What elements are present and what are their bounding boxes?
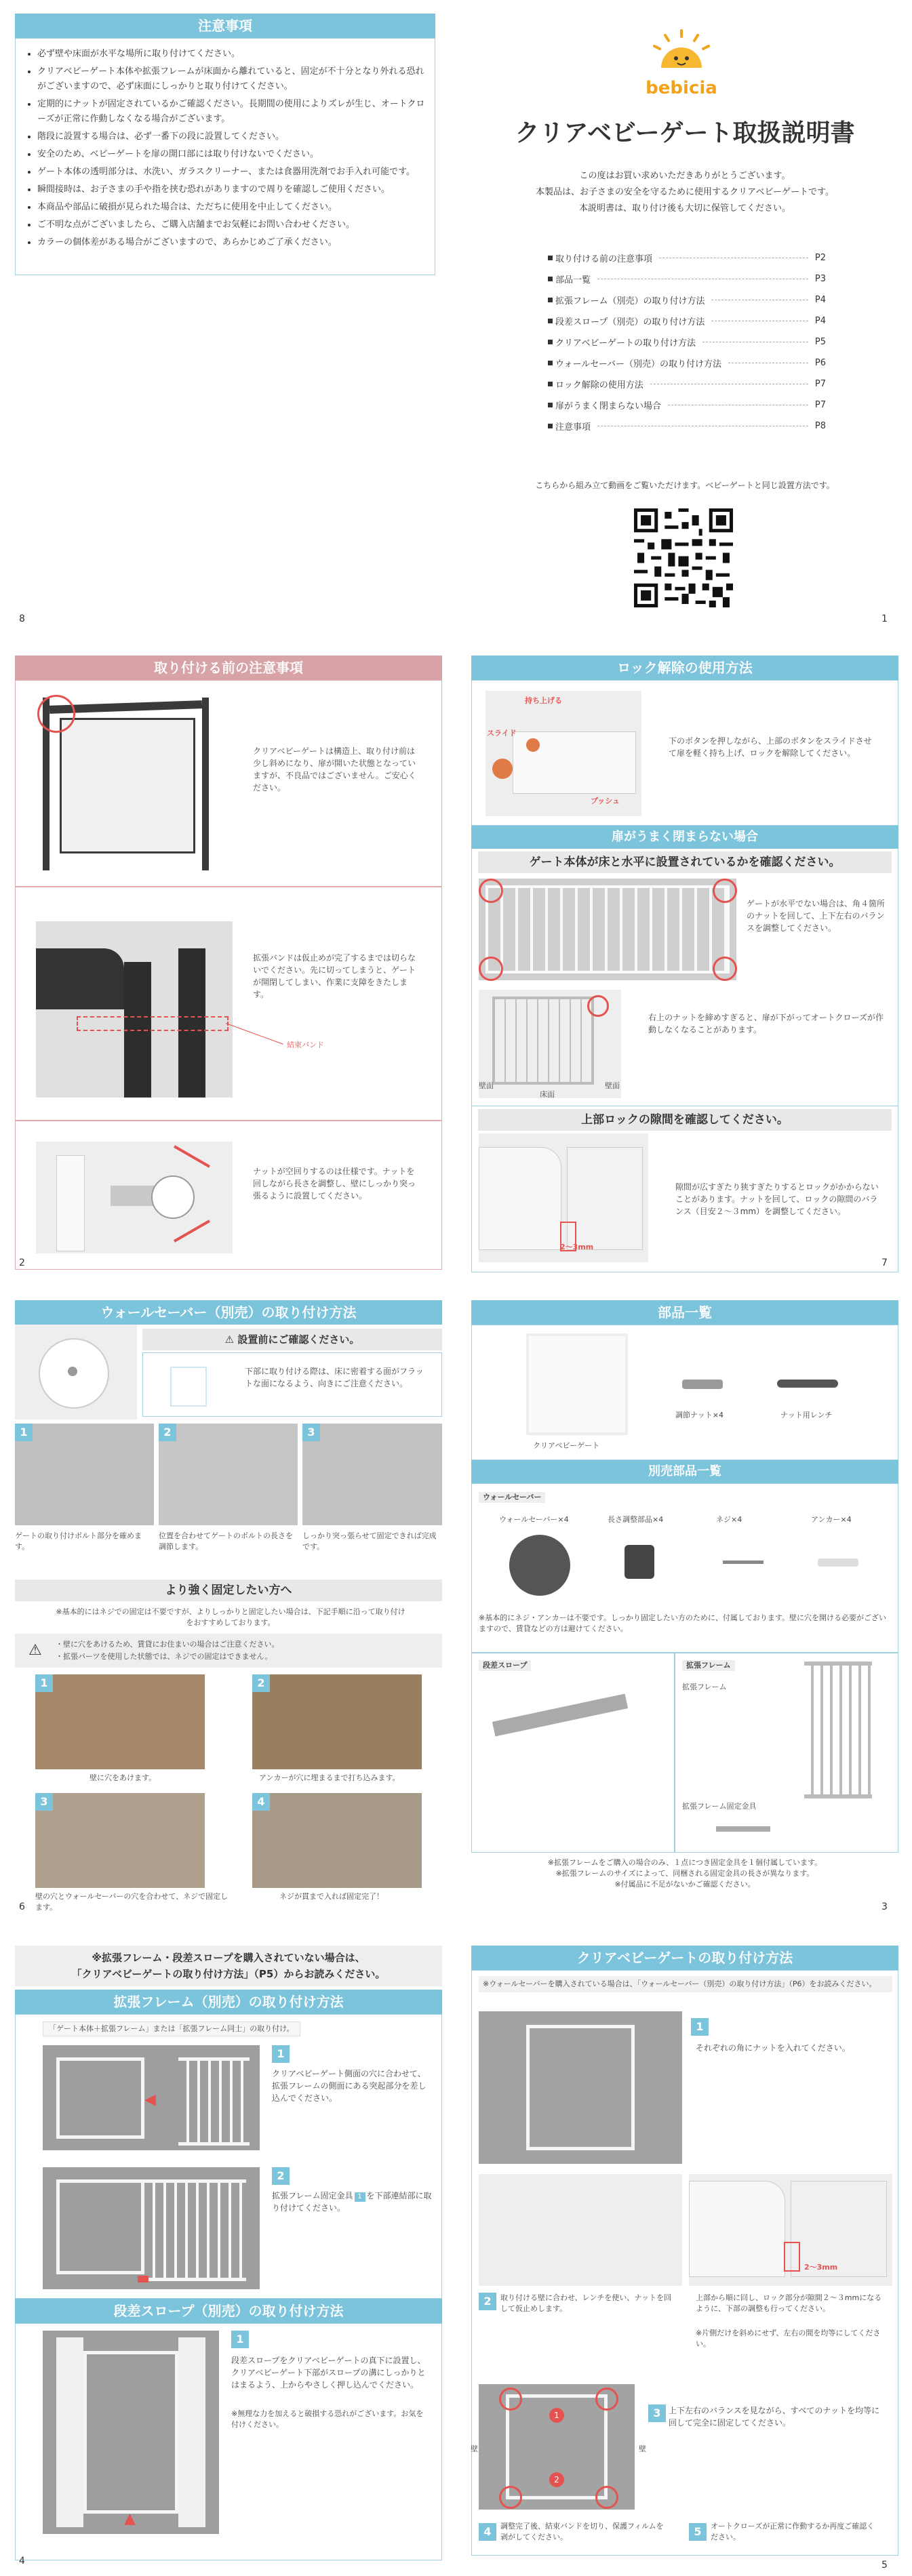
wallsaver-head: ウォールセーバー bbox=[479, 1492, 545, 1503]
ws-note: ※基本的にネジ・アンカーは不要です。しっかり固定したい方のために、付属しております。壁に穴を開ける必要がございますので、賃貸などの方は避けてください。 bbox=[479, 1613, 887, 1633]
strong-note: ※基本的にはネジでの固定は不要ですが、よりしっかりと固定したい場合は、下記手順に沿って取り付けをおすすめしております。 bbox=[56, 1607, 405, 1627]
intro-line: 本説明書は、取り付け後も大切に保管してください。 bbox=[578, 203, 791, 214]
wallsaver-photo bbox=[15, 1325, 137, 1420]
step-badge: 1 bbox=[691, 2018, 709, 2036]
wrench-icon bbox=[777, 1380, 838, 1388]
page7-title: ロック解除の使用方法 bbox=[471, 656, 898, 680]
gate-level-photo bbox=[479, 879, 736, 980]
bottom-notes bbox=[471, 1857, 898, 1890]
drill-text: ネジが貫まで入れば固定完了！ bbox=[279, 1892, 384, 1901]
page-number: 5 bbox=[881, 2560, 888, 2571]
page3-title: 部品一覧 bbox=[471, 1300, 898, 1325]
floor-label: 床面 bbox=[540, 1090, 555, 1099]
step-photo bbox=[15, 1424, 154, 1525]
check2-title: 上部ロックの隙間を確認してください。 bbox=[478, 1109, 892, 1131]
qr-code-icon[interactable] bbox=[634, 508, 733, 607]
down-arrow-icon bbox=[170, 1367, 207, 1407]
drill-photo bbox=[35, 1793, 205, 1888]
page8-title: 注意事項 bbox=[15, 14, 435, 38]
step-badge: 4 bbox=[252, 1793, 270, 1811]
note-item: • 安全のため、ベビーゲートを扉の開口部には取り付けないでください。 bbox=[37, 147, 425, 162]
slope-photo: ▲ bbox=[43, 2331, 219, 2534]
frame-parts-label: 拡張フレーム固定金具 bbox=[682, 1802, 757, 1811]
toc-item[interactable]: 拡張フレーム（別売）の取り付け方法 P4 bbox=[548, 289, 826, 310]
parts-section bbox=[471, 1325, 898, 1460]
step-badge: 3 bbox=[648, 2404, 666, 2422]
intro-line: この度はお買い求めいただきありがとうございます。 bbox=[579, 171, 791, 181]
warn-box bbox=[142, 1352, 442, 1417]
drill-photo bbox=[252, 1793, 422, 1888]
step-badge: 2 bbox=[272, 2167, 290, 2185]
page-number: 6 bbox=[19, 1901, 25, 1912]
page5-title: クリアベビーゲートの取り付け方法 bbox=[471, 1946, 898, 1970]
s3-text: 上下左右のバランスを見ながら、すべてのナットを均等に回して完全に固定してください。 bbox=[669, 2406, 880, 2428]
frame-section bbox=[15, 2014, 442, 2299]
lift-label: 持ち上げる bbox=[525, 696, 562, 705]
anchor-icon bbox=[818, 1558, 858, 1567]
frame-step1-text: クリアベビーゲート側面の穴に合わせて、拡張フレームの側面にある突起部分を差し込んでください。 bbox=[272, 2069, 427, 2103]
page-number: 1 bbox=[881, 613, 888, 624]
frame-step2-photo bbox=[43, 2167, 260, 2289]
s2-text: 取り付ける壁に合わせ、レンチを使い、ナットを回して仮止めします。 bbox=[500, 2293, 672, 2313]
slope-icon bbox=[492, 1693, 628, 1736]
sep-title: 別売部品一覧 bbox=[471, 1460, 898, 1483]
nut-label: 調節ナット×4 bbox=[675, 1411, 723, 1420]
ws-item: アンカー×4 bbox=[811, 1515, 852, 1524]
slope-head: 段差スロープ bbox=[479, 1660, 531, 1671]
brand-logo: bebicia bbox=[646, 78, 717, 98]
page8-notes-box bbox=[15, 38, 435, 275]
intro-text bbox=[475, 168, 895, 217]
step-badge: 2 bbox=[479, 2293, 496, 2310]
note-item: • 定期的にナットが固定されているかご確認ください。長期間の使用によりズレが生じ、オートクローズが正常に作動しなくなる場合がございます。 bbox=[37, 97, 425, 127]
check1-text: ゲートが水平でない場合は、角４箇所のナットを回して、上下左右のバランスを調整してください。 bbox=[747, 899, 886, 933]
step-badge: 1 bbox=[35, 1674, 53, 1692]
band-label: 結束バンド bbox=[287, 1041, 324, 1049]
toc-item[interactable]: 注意事項 P8 bbox=[548, 416, 826, 437]
frame-label: 拡張フレーム bbox=[682, 1683, 727, 1691]
s4-text: 調整完了後、結束バンドを切り、保護フィルムを剥がしてください。 bbox=[500, 2522, 664, 2541]
notes-list bbox=[25, 47, 425, 250]
bottom-note: ※拡張フレームをご購入の場合のみ、１点につき固定金具を１個付属しています。 bbox=[547, 1858, 822, 1867]
warning-icon: ⚠ bbox=[28, 1642, 42, 1659]
ws-item: ネジ×4 bbox=[716, 1515, 742, 1524]
band-photo bbox=[36, 921, 233, 1098]
slope-note: ※無理な力を加えると破損する恐れがございます。お気を付けください。 bbox=[231, 2409, 424, 2429]
adjuster-icon bbox=[624, 1545, 654, 1579]
page-number: 3 bbox=[881, 1901, 888, 1912]
step-text: 位置を合わせてゲートのボルトの長さを調節します。 bbox=[159, 1531, 293, 1551]
gap-label: 2〜3mm bbox=[560, 1243, 594, 1251]
gate-wall-photo bbox=[479, 990, 621, 1098]
toc-item[interactable]: クリアベビーゲートの取り付け方法 P5 bbox=[548, 331, 826, 353]
page-number: 8 bbox=[19, 613, 25, 624]
page-number: 4 bbox=[19, 2556, 25, 2567]
gate-illustration bbox=[43, 698, 226, 870]
frame-step1-photo: ◀ bbox=[43, 2045, 260, 2150]
s2-text-b: 上部から順に回し、ロック部分が隙間２〜３mmになるように、下部の調整も行ってください。 bbox=[696, 2293, 882, 2313]
frame-title: 拡張フレーム（別売）の取り付け方法 bbox=[15, 1990, 442, 2014]
step-badge: 3 bbox=[35, 1793, 53, 1811]
intro-line: 本製品は、お子さまの安全を守るために使用するクリアベビーゲートです。 bbox=[536, 187, 834, 197]
frame-head: 拡張フレーム bbox=[682, 1660, 735, 1671]
check2-section bbox=[471, 1106, 898, 1272]
page2-section-3 bbox=[15, 1121, 442, 1270]
pre-note-line: 「クリアベビーゲートの取り付け方法」（P5）からお読みください。 bbox=[71, 1968, 386, 1980]
page2-text-3: ナットが空回りするのは仕様です。ナットを回しながら長さを調整し、壁にしっかり突っ張るように設置してください。 bbox=[253, 1167, 416, 1201]
step-badge: 1 bbox=[15, 1424, 33, 1441]
toc-item[interactable]: 段差スロープ（別売）の取り付け方法 P4 bbox=[548, 310, 826, 331]
table-of-contents bbox=[548, 247, 826, 437]
video-note: こちらから組み立て動画をご覧いただけます。ベビーゲートと同じ設置方法です。 bbox=[535, 481, 835, 490]
warning-icon: ⚠ bbox=[224, 1333, 238, 1346]
step-badge: 2 bbox=[252, 1674, 270, 1692]
step-photo bbox=[302, 1424, 442, 1525]
wallsaver-icon bbox=[509, 1535, 570, 1596]
ws-item: 長さ調整部品×4 bbox=[608, 1515, 664, 1524]
gate-thumb bbox=[526, 1333, 628, 1435]
gate-label: クリアベビーゲート bbox=[533, 1441, 600, 1450]
page2-title: 取り付ける前の注意事項 bbox=[15, 656, 442, 680]
step-text: しっかり突っ張らせて固定できれば完成です。 bbox=[302, 1531, 437, 1551]
ws-item: ウォールセーバー×4 bbox=[499, 1515, 569, 1524]
toc-item[interactable]: 扉がうまく閉まらない場合 P7 bbox=[548, 395, 826, 416]
page-number: 2 bbox=[19, 1257, 25, 1268]
step-text: ゲートの取り付けボルト部分を確めます。 bbox=[15, 1531, 142, 1551]
note-item: • 本商品や部品に破損が見られた場合は、ただちに使用を中止してください。 bbox=[37, 200, 425, 215]
wall-label-right: 壁面 bbox=[605, 1081, 620, 1090]
step-badge: 3 bbox=[302, 1424, 320, 1441]
screw-icon bbox=[723, 1561, 764, 1564]
nut-photo bbox=[36, 1142, 233, 1253]
check1-section bbox=[471, 849, 898, 1106]
push-label: プッシュ bbox=[591, 797, 620, 805]
drill-text: 壁に穴をあけます。 bbox=[90, 1773, 157, 1782]
wallsaver-steps bbox=[15, 1424, 442, 1559]
toc-item[interactable]: ロック解除の使用方法 P7 bbox=[548, 374, 826, 395]
note-item: • 瞬間接時は、お子さまの手や指を挟む恐れがありますので周りを確認しご使用ください。 bbox=[37, 182, 425, 197]
nut-icon bbox=[682, 1380, 723, 1389]
lock-release-section bbox=[471, 680, 898, 826]
bottom-note: ※拡張フレームのサイズによって、同梱される固定金具の長さが異なります。 bbox=[555, 1869, 814, 1878]
lock-text: 下のボタンを押しながら、上部のボタンをスライドさせて扉を軽く持ち上げ、ロックを解除してください。 bbox=[669, 736, 872, 758]
toc-item[interactable]: 取り付ける前の注意事項 P2 bbox=[548, 247, 826, 268]
slope-title: 段差スロープ（別売）の取り付け方法 bbox=[15, 2299, 442, 2323]
bracket-icon bbox=[716, 1826, 770, 1832]
frame-step2-text: 拡張フレーム固定金具 1 を下部連結部に取り付けてください。 bbox=[272, 2191, 432, 2213]
note-item: • クリアベビーゲート本体や拡張フレームが床面から離れていると、固定が不十分となり外れる恐れがございますので、必ず床面にしっかりと取り付けてください。 bbox=[37, 64, 425, 94]
toc-item[interactable]: 部品一覧 P3 bbox=[548, 268, 826, 289]
strong-title: より強く固定したい方へ bbox=[15, 1579, 442, 1601]
drill-photo bbox=[35, 1674, 205, 1769]
frame-parts bbox=[675, 1653, 898, 1853]
step-photo bbox=[159, 1424, 298, 1525]
step-badge: 2 bbox=[159, 1424, 176, 1441]
slope-parts bbox=[471, 1653, 675, 1853]
slope-section bbox=[15, 2323, 442, 2560]
page6-title: ウォールセーバー（別売）の取り付け方法 bbox=[15, 1300, 442, 1325]
toc-item[interactable]: ウォールセーバー（別売）の取り付け方法 P6 bbox=[548, 353, 826, 374]
page7-subtitle: 扉がうまく閉まらない場合 bbox=[471, 826, 898, 849]
s2-photo-a bbox=[479, 2174, 682, 2286]
frame-sub: 「ゲート本体＋拡張フレーム」または「拡張フレーム同士」の取り付け。 bbox=[43, 2021, 300, 2036]
strong-warn-box bbox=[15, 1634, 442, 1668]
note-item: • ご不明な点がございましたら、ご購入店舗までお気軽にお問い合わせください。 bbox=[37, 218, 425, 233]
page2-text-1: クリアベビーゲートは構造上、取り付け前は少し斜めになり、扉が開いた状態となっていますが、不良品ではございません。ご安心ください。 bbox=[253, 746, 416, 792]
s2-photo-b bbox=[689, 2174, 892, 2286]
step-badge: 1 bbox=[231, 2331, 249, 2348]
step-badge: 4 bbox=[479, 2523, 496, 2541]
warn-text: 下部に取り付ける際は、床に密着する面がフラットな面になるよう、向きにご注意ください。 bbox=[245, 1367, 424, 1388]
page2-section-2 bbox=[15, 887, 442, 1121]
s3-photo: 1 2 bbox=[479, 2384, 635, 2510]
bottom-note: ※付属品に不足がないかご確認ください。 bbox=[614, 1880, 755, 1889]
page2-text-2: 拡張バンドは仮止めが完了するまでは切らないでください。先に切ってしまうと、ゲートが開閉してしまい、作業に支障をきたします。 bbox=[253, 953, 416, 999]
page5-pre: ※ウォールセーバーを購入されている場合は、「ウォールセーバー（別売）の取り付け方法」（P6）をお読みください。 bbox=[479, 1976, 892, 1992]
s5-text: オートクローズが正常に作動するか再度ご確認ください。 bbox=[711, 2522, 875, 2541]
drill-text: アンカーが穴に埋まるまで打ち込みます。 bbox=[259, 1773, 400, 1782]
manual-title: クリアベビーゲート取扱説明書 bbox=[515, 119, 855, 147]
pre-note bbox=[15, 1946, 442, 1986]
page2-section-1 bbox=[15, 680, 442, 887]
slope-text: 段差スロープをクリアベビーゲートの真下に設置し、クリアベビーゲート下部がスロープの溝にしっかりとはまるよう、上からやさしく押し込んでください。 bbox=[231, 2356, 426, 2390]
s1-text: それぞれの角にナットを入れてください。 bbox=[696, 2043, 850, 2053]
wall-left: 壁 bbox=[471, 2444, 478, 2453]
drill-text: 壁の穴とウォールセーバーの穴を合わせて、ネジで固定します。 bbox=[35, 1892, 229, 1912]
note-item: • カラーの個体差がある場合がございますので、あらかじめご了承ください。 bbox=[37, 235, 425, 250]
wrench-label: ナット用レンチ bbox=[780, 1411, 833, 1420]
sun-logo-icon bbox=[648, 27, 715, 81]
wallsaver-parts bbox=[471, 1483, 898, 1653]
slide-label: スライド bbox=[487, 729, 517, 738]
drill-steps bbox=[15, 1674, 442, 1918]
check1-text-2: 右上のナットを締めすぎると、扉が下がってオートクローズが作動しなくなることがあります。 bbox=[648, 1013, 884, 1034]
wall-right: 壁 bbox=[639, 2444, 646, 2453]
warn-title: ⚠ 設置前にご確認ください。 bbox=[142, 1329, 442, 1350]
check2-text: 隙間が広すぎたり狭すぎたりするとロックがかからないことがあります。ナットを回して、ロックの隙間のバランス（目安２〜３mm）を調整してください。 bbox=[675, 1182, 879, 1216]
frame-icon bbox=[804, 1662, 872, 1798]
s1-photo bbox=[479, 2011, 682, 2164]
drill-photo bbox=[252, 1674, 422, 1769]
s2-gap-label: 2〜3mm bbox=[804, 2263, 838, 2272]
strong-warn-line: ・拡張パーツを使用した状態では、ネジでの固定はできません。 bbox=[56, 1652, 273, 1661]
note-item: • 必ず壁や床面が水平な場所に取り付けてください。 bbox=[37, 47, 425, 62]
page-number: 7 bbox=[881, 1257, 888, 1268]
s2-text-c: ※片側だけを斜めにせず、左右の間を均等にしてください。 bbox=[696, 2329, 881, 2348]
strong-warn-line: ・壁に穴をあけるため、賃貸にお住まいの場合はご注意ください。 bbox=[56, 1640, 279, 1649]
step-badge: 5 bbox=[689, 2523, 707, 2541]
note-item: • ゲート本体の透明部分は、水洗い、ガラスクリーナー、または食器用洗剤でお手入れ可能です。 bbox=[37, 165, 425, 180]
page5-section bbox=[471, 1970, 898, 2556]
wall-label-left: 壁面 bbox=[479, 1081, 494, 1090]
step-badge: 1 bbox=[272, 2045, 290, 2063]
note-item: • 階段に設置する場合は、必ず一番下の段に設置してください。 bbox=[37, 129, 425, 144]
check1-title: ゲート本体が床と水平に設置されているかを確認ください。 bbox=[478, 851, 892, 873]
pre-note-line: ※拡張フレーム・段差スロープを購入されていない場合は、 bbox=[92, 1952, 365, 1964]
